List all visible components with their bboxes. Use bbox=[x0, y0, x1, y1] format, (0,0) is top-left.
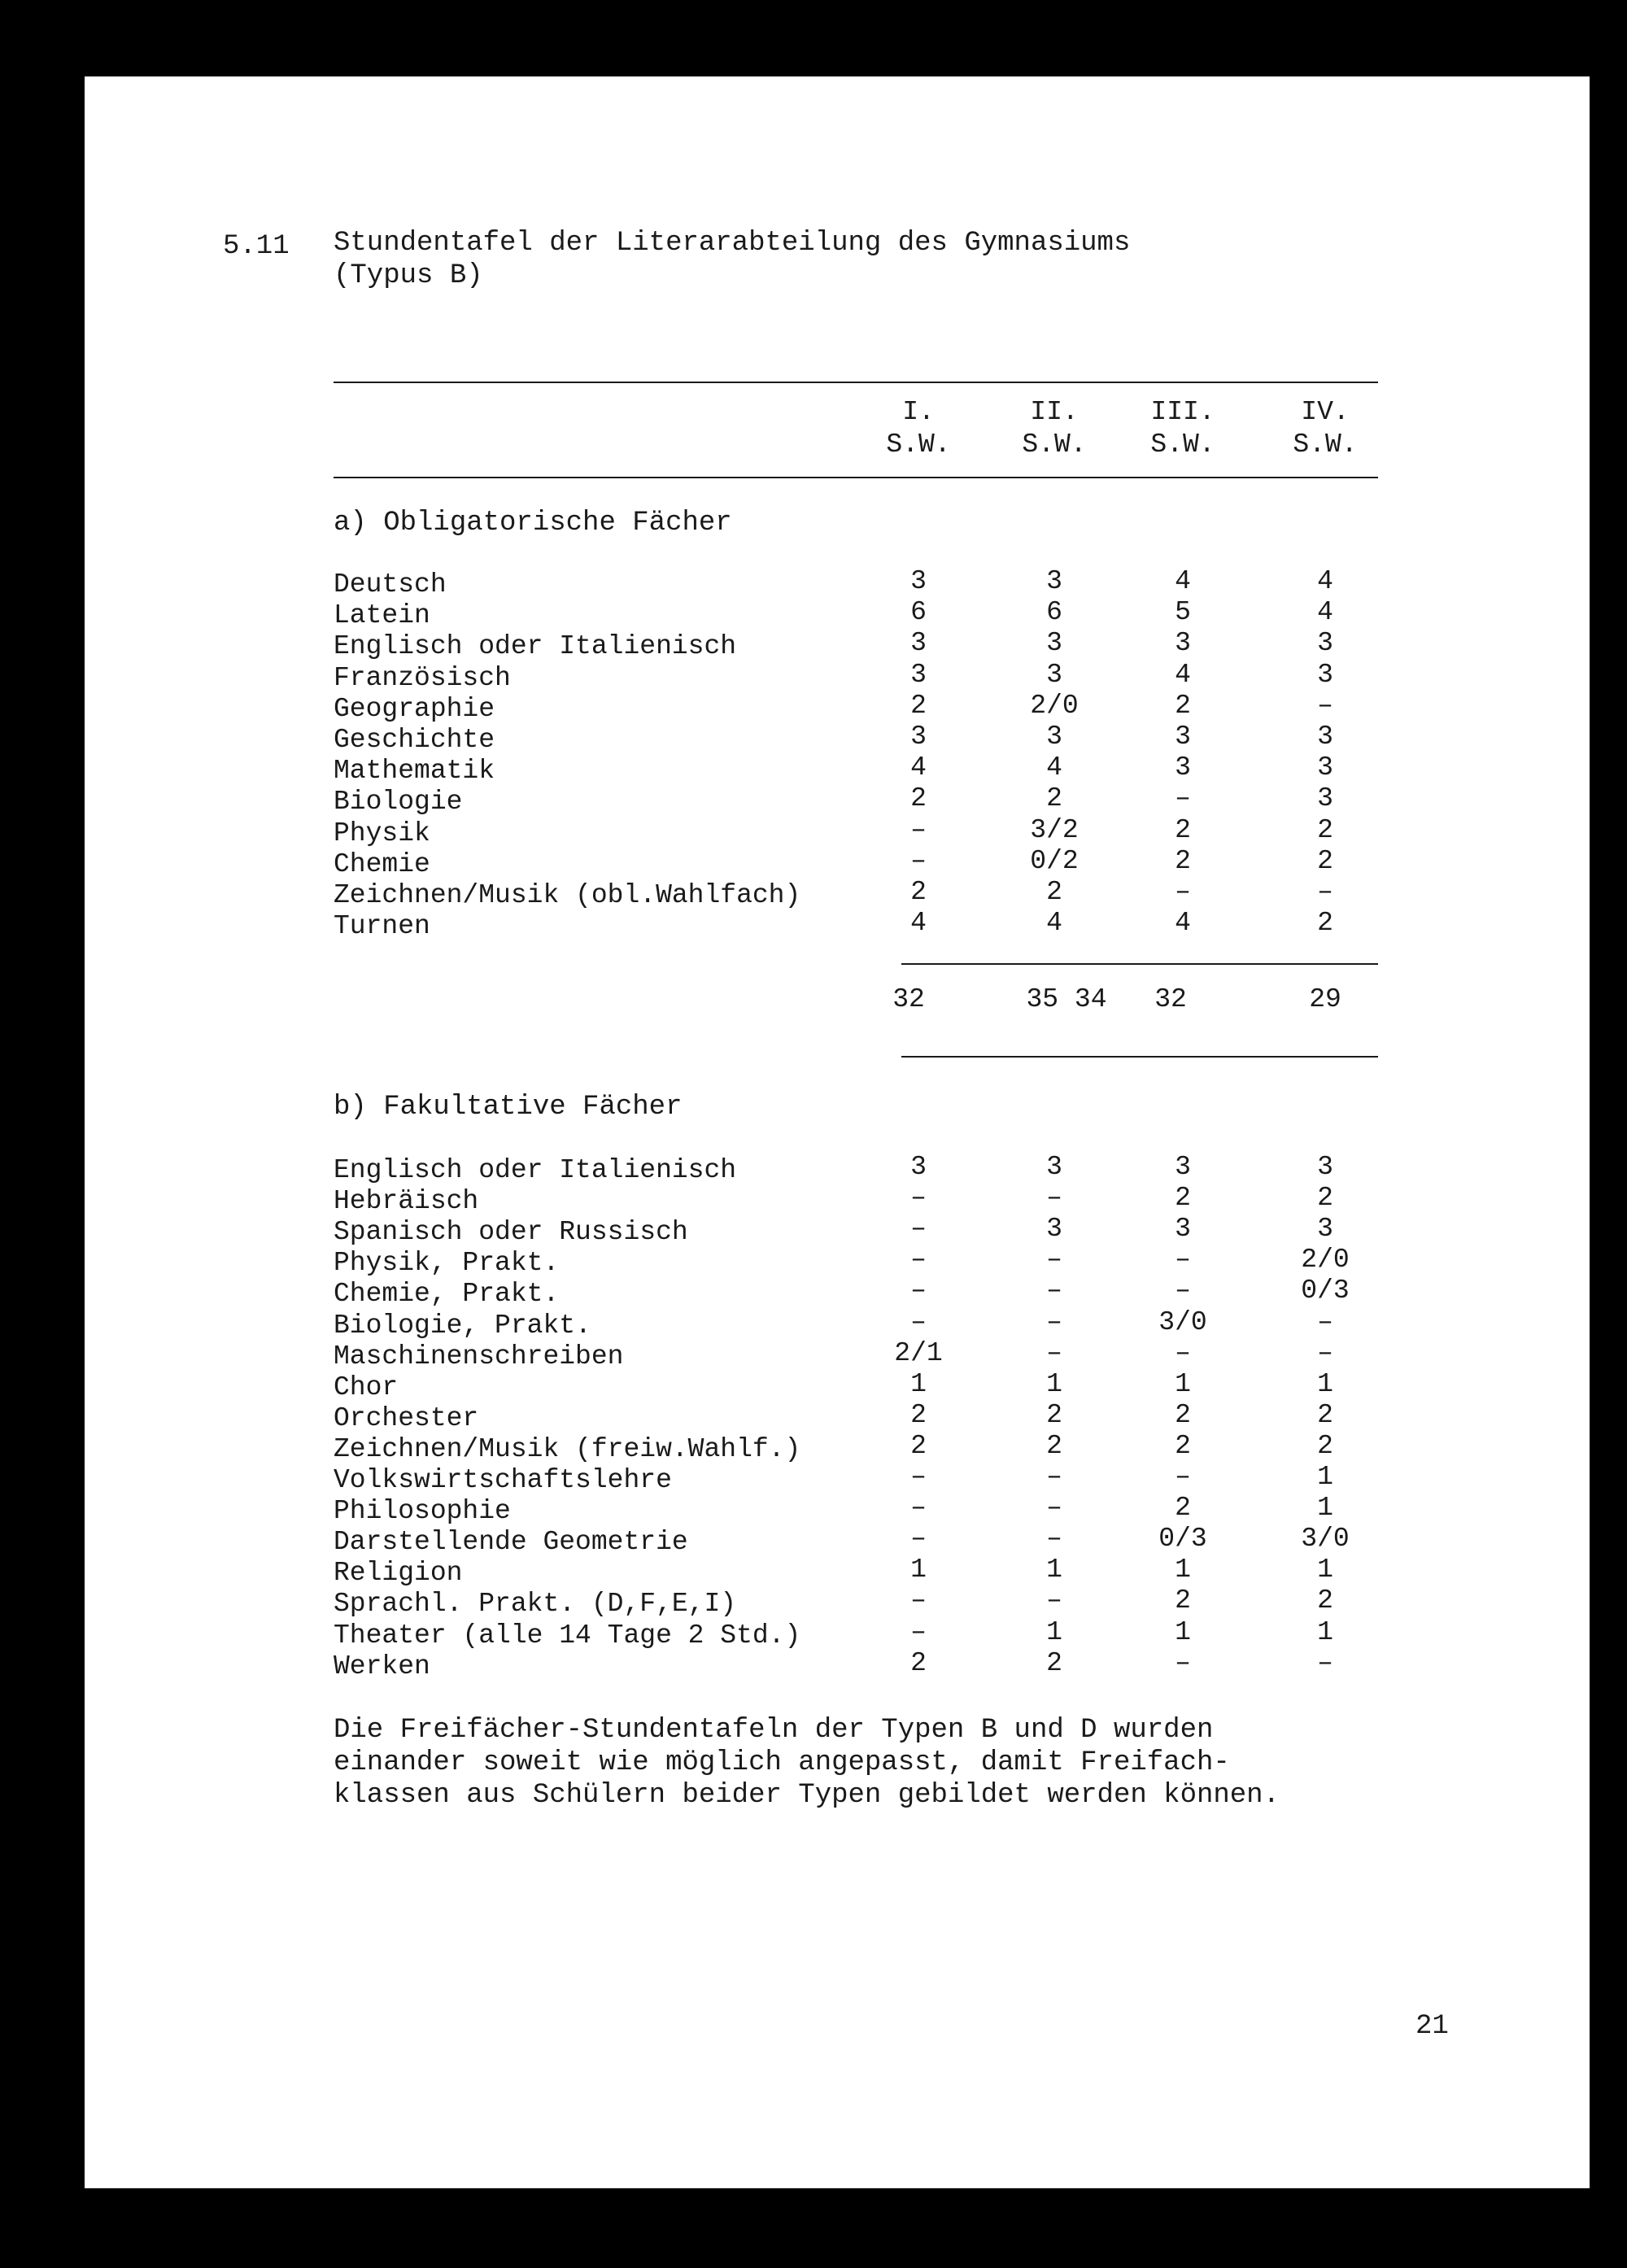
row-value: – bbox=[1175, 1337, 1191, 1368]
row-value: 2 bbox=[1317, 1183, 1333, 1214]
row-value: 1 bbox=[1046, 1368, 1062, 1399]
row-value: 3/2 bbox=[1030, 814, 1079, 845]
row-value: – bbox=[1046, 1337, 1062, 1368]
row-label: Latein bbox=[334, 600, 430, 631]
row-value: 1 bbox=[910, 1368, 927, 1399]
row-value: 2 bbox=[1175, 1585, 1191, 1616]
totals-bottom-rule bbox=[901, 1056, 1378, 1058]
row-value: 3 bbox=[1317, 783, 1333, 814]
row-value: – bbox=[1046, 1524, 1062, 1555]
row-value: – bbox=[1046, 1493, 1062, 1524]
row-value: 1 bbox=[1317, 1368, 1333, 1399]
row-label: Maschinenschreiben bbox=[334, 1341, 624, 1372]
row-value: 2/0 bbox=[1030, 690, 1079, 721]
row-label: Spanisch oder Russisch bbox=[334, 1217, 688, 1248]
row-value: – bbox=[1046, 1183, 1062, 1214]
row-label: Deutsch bbox=[334, 569, 447, 600]
section-b-heading: b) Fakultative Fächer bbox=[334, 1092, 683, 1123]
row-value: 1 bbox=[1317, 1462, 1333, 1492]
row-value: – bbox=[1046, 1245, 1062, 1276]
row-value: 3 bbox=[910, 659, 927, 690]
row-value: – bbox=[1317, 690, 1333, 721]
row-value: 3 bbox=[1046, 659, 1062, 690]
row-value: – bbox=[910, 1276, 927, 1306]
total-value: 29 bbox=[1309, 984, 1341, 1014]
row-value: 3 bbox=[1046, 566, 1062, 596]
column-header-line2: S.W. bbox=[886, 430, 951, 460]
row-value: 1 bbox=[1175, 1616, 1191, 1647]
row-value: – bbox=[910, 1245, 927, 1276]
row-label: Darstellende Geometrie bbox=[334, 1527, 688, 1558]
row-value: 4 bbox=[1046, 908, 1062, 939]
row-value: 0/2 bbox=[1030, 845, 1079, 876]
row-value: – bbox=[1317, 877, 1333, 907]
table-top-rule bbox=[334, 382, 1378, 383]
row-value: 2 bbox=[1175, 690, 1191, 721]
row-value: – bbox=[910, 1214, 927, 1245]
row-label: Geschichte bbox=[334, 725, 495, 755]
row-value: 2 bbox=[910, 1647, 927, 1678]
row-label: Orchester bbox=[334, 1402, 479, 1433]
row-value: – bbox=[1046, 1462, 1062, 1492]
row-value: 3 bbox=[1046, 628, 1062, 659]
row-label: Geographie bbox=[334, 693, 495, 724]
row-value: 2 bbox=[1046, 1647, 1062, 1678]
row-value: – bbox=[910, 1306, 927, 1337]
row-value: 2 bbox=[1175, 1183, 1191, 1214]
note-line-2: einander soweit wie möglich angepasst, damit Freifach- bbox=[334, 1747, 1230, 1778]
row-value: 3 bbox=[910, 722, 927, 752]
row-value: 4 bbox=[1317, 597, 1333, 628]
row-value: 3 bbox=[910, 628, 927, 659]
row-value: 3 bbox=[1175, 1214, 1191, 1245]
page-number: 21 bbox=[1415, 2011, 1449, 2042]
row-value: 5 bbox=[1175, 597, 1191, 628]
row-value: 3 bbox=[1175, 722, 1191, 752]
row-value: 3 bbox=[910, 1152, 927, 1182]
column-header-line1: II. bbox=[1030, 397, 1079, 427]
row-value: 3 bbox=[910, 566, 927, 596]
row-label: Französisch bbox=[334, 662, 511, 693]
row-value: 3 bbox=[1175, 628, 1191, 659]
row-value: 4 bbox=[1046, 752, 1062, 783]
row-value: 2 bbox=[1175, 1493, 1191, 1524]
column-header-line2: S.W. bbox=[1022, 430, 1087, 460]
row-label: Zeichnen/Musik (freiw.Wahlf.) bbox=[334, 1433, 801, 1464]
row-label: Chor bbox=[334, 1372, 399, 1402]
row-value: 3 bbox=[1175, 1152, 1191, 1182]
row-label: Physik, Prakt. bbox=[334, 1248, 560, 1279]
row-label: Hebräisch bbox=[334, 1186, 479, 1217]
row-label: Mathematik bbox=[334, 756, 495, 787]
row-value: – bbox=[910, 1585, 927, 1616]
row-value: 2/0 bbox=[1301, 1245, 1350, 1276]
column-header-line2: S.W. bbox=[1293, 430, 1358, 460]
row-value: 2 bbox=[910, 783, 927, 814]
row-label: Biologie, Prakt. bbox=[334, 1310, 591, 1341]
row-value: 1 bbox=[1046, 1555, 1062, 1585]
row-value: 2 bbox=[910, 1399, 927, 1430]
total-value: 32 bbox=[1154, 984, 1187, 1014]
row-value: – bbox=[1175, 1245, 1191, 1276]
row-label: Biologie bbox=[334, 787, 463, 818]
row-value: 2 bbox=[1175, 1399, 1191, 1430]
column-header-line2: S.W. bbox=[1150, 430, 1215, 460]
row-value: 1 bbox=[1317, 1616, 1333, 1647]
row-value: 1 bbox=[1317, 1493, 1333, 1524]
row-value: 3 bbox=[1317, 752, 1333, 783]
row-value: 2 bbox=[1317, 1399, 1333, 1430]
row-value: 3/0 bbox=[1301, 1524, 1350, 1555]
row-value: – bbox=[910, 814, 927, 845]
row-value: 3/0 bbox=[1158, 1306, 1207, 1337]
row-value: – bbox=[910, 1493, 927, 1524]
row-value: – bbox=[1175, 1276, 1191, 1306]
column-header-line1: III. bbox=[1150, 397, 1215, 427]
row-label: Werken bbox=[334, 1651, 430, 1681]
row-value: 3 bbox=[1046, 722, 1062, 752]
row-value: 6 bbox=[910, 597, 927, 628]
document-page bbox=[85, 76, 1590, 2188]
row-value: – bbox=[1046, 1585, 1062, 1616]
row-label: Philosophie bbox=[334, 1496, 511, 1527]
document-title: Stundentafel der Literarabteilung des Gymnasiums bbox=[334, 228, 1131, 259]
total-value: 32 bbox=[892, 984, 925, 1014]
row-value: 0/3 bbox=[1301, 1276, 1350, 1306]
row-value: 4 bbox=[910, 752, 927, 783]
row-label: Zeichnen/Musik (obl.Wahlfach) bbox=[334, 880, 801, 910]
row-value: – bbox=[1175, 1462, 1191, 1492]
row-value: 4 bbox=[910, 908, 927, 939]
row-value: 2 bbox=[1317, 1430, 1333, 1461]
row-value: – bbox=[1317, 1647, 1333, 1678]
row-label: Sprachl. Prakt. (D,F,E,I) bbox=[334, 1589, 737, 1620]
row-value: 2 bbox=[1317, 908, 1333, 939]
row-value: 1 bbox=[1046, 1616, 1062, 1647]
row-value: – bbox=[1046, 1306, 1062, 1337]
row-value: – bbox=[1175, 1647, 1191, 1678]
row-value: 2 bbox=[910, 1430, 927, 1461]
totals-top-rule bbox=[901, 963, 1378, 965]
row-value: 2 bbox=[1175, 845, 1191, 876]
total-value: 35 34 bbox=[1026, 984, 1107, 1014]
row-value: 4 bbox=[1175, 908, 1191, 939]
row-value: 3 bbox=[1317, 628, 1333, 659]
row-label: Physik bbox=[334, 818, 430, 848]
row-value: 3 bbox=[1046, 1152, 1062, 1182]
row-value: 2 bbox=[1317, 845, 1333, 876]
row-label: Chemie bbox=[334, 848, 430, 879]
row-value: 2 bbox=[1046, 1430, 1062, 1461]
row-value: 2/1 bbox=[894, 1337, 943, 1368]
row-value: 0/3 bbox=[1158, 1524, 1207, 1555]
row-value: – bbox=[1317, 1306, 1333, 1337]
note-line-3: klassen aus Schülern beider Typen gebildet werden können. bbox=[334, 1780, 1280, 1811]
row-value: 1 bbox=[1317, 1555, 1333, 1585]
header-bottom-rule bbox=[334, 477, 1378, 478]
row-value: 4 bbox=[1175, 566, 1191, 596]
row-value: 1 bbox=[1175, 1555, 1191, 1585]
row-label: Turnen bbox=[334, 911, 430, 942]
row-label: Englisch oder Italienisch bbox=[334, 631, 737, 662]
row-value: 2 bbox=[1317, 1585, 1333, 1616]
column-header-line1: I. bbox=[902, 397, 935, 427]
note-line-1: Die Freifächer-Stundentafeln der Typen B und D wurden bbox=[334, 1715, 1214, 1746]
row-label: Volkswirtschaftslehre bbox=[334, 1465, 672, 1495]
row-value: 4 bbox=[1175, 659, 1191, 690]
row-value: 3 bbox=[1317, 1152, 1333, 1182]
row-value: 3 bbox=[1175, 752, 1191, 783]
row-value: – bbox=[1317, 1337, 1333, 1368]
section-a-heading: a) Obligatorische Fächer bbox=[334, 508, 732, 539]
row-value: 2 bbox=[910, 690, 927, 721]
row-label: Theater (alle 14 Tage 2 Std.) bbox=[334, 1620, 801, 1651]
row-value: – bbox=[1175, 783, 1191, 814]
row-value: 3 bbox=[1317, 1214, 1333, 1245]
document-subtitle: (Typus B) bbox=[334, 260, 483, 291]
row-value: 2 bbox=[1046, 877, 1062, 907]
row-value: – bbox=[910, 845, 927, 876]
row-value: 1 bbox=[1175, 1368, 1191, 1399]
row-label: Chemie, Prakt. bbox=[334, 1279, 560, 1310]
column-header-line1: IV. bbox=[1301, 397, 1350, 427]
row-value: 2 bbox=[1046, 783, 1062, 814]
row-value: 2 bbox=[1046, 1399, 1062, 1430]
row-label: Religion bbox=[334, 1558, 463, 1589]
row-value: 1 bbox=[910, 1555, 927, 1585]
row-label: Englisch oder Italienisch bbox=[334, 1155, 737, 1185]
row-value: 3 bbox=[1317, 722, 1333, 752]
row-value: 4 bbox=[1317, 566, 1333, 596]
row-value: 3 bbox=[1046, 1214, 1062, 1245]
row-value: 2 bbox=[1317, 814, 1333, 845]
row-value: – bbox=[910, 1524, 927, 1555]
row-value: – bbox=[910, 1462, 927, 1492]
section-number: 5.11 bbox=[223, 231, 290, 262]
row-value: 2 bbox=[1175, 1430, 1191, 1461]
row-value: 3 bbox=[1317, 659, 1333, 690]
row-value: 2 bbox=[910, 877, 927, 907]
row-value: – bbox=[1046, 1276, 1062, 1306]
row-value: – bbox=[910, 1616, 927, 1647]
row-value: 2 bbox=[1175, 814, 1191, 845]
row-value: – bbox=[1175, 877, 1191, 907]
row-value: – bbox=[910, 1183, 927, 1214]
row-value: 6 bbox=[1046, 597, 1062, 628]
